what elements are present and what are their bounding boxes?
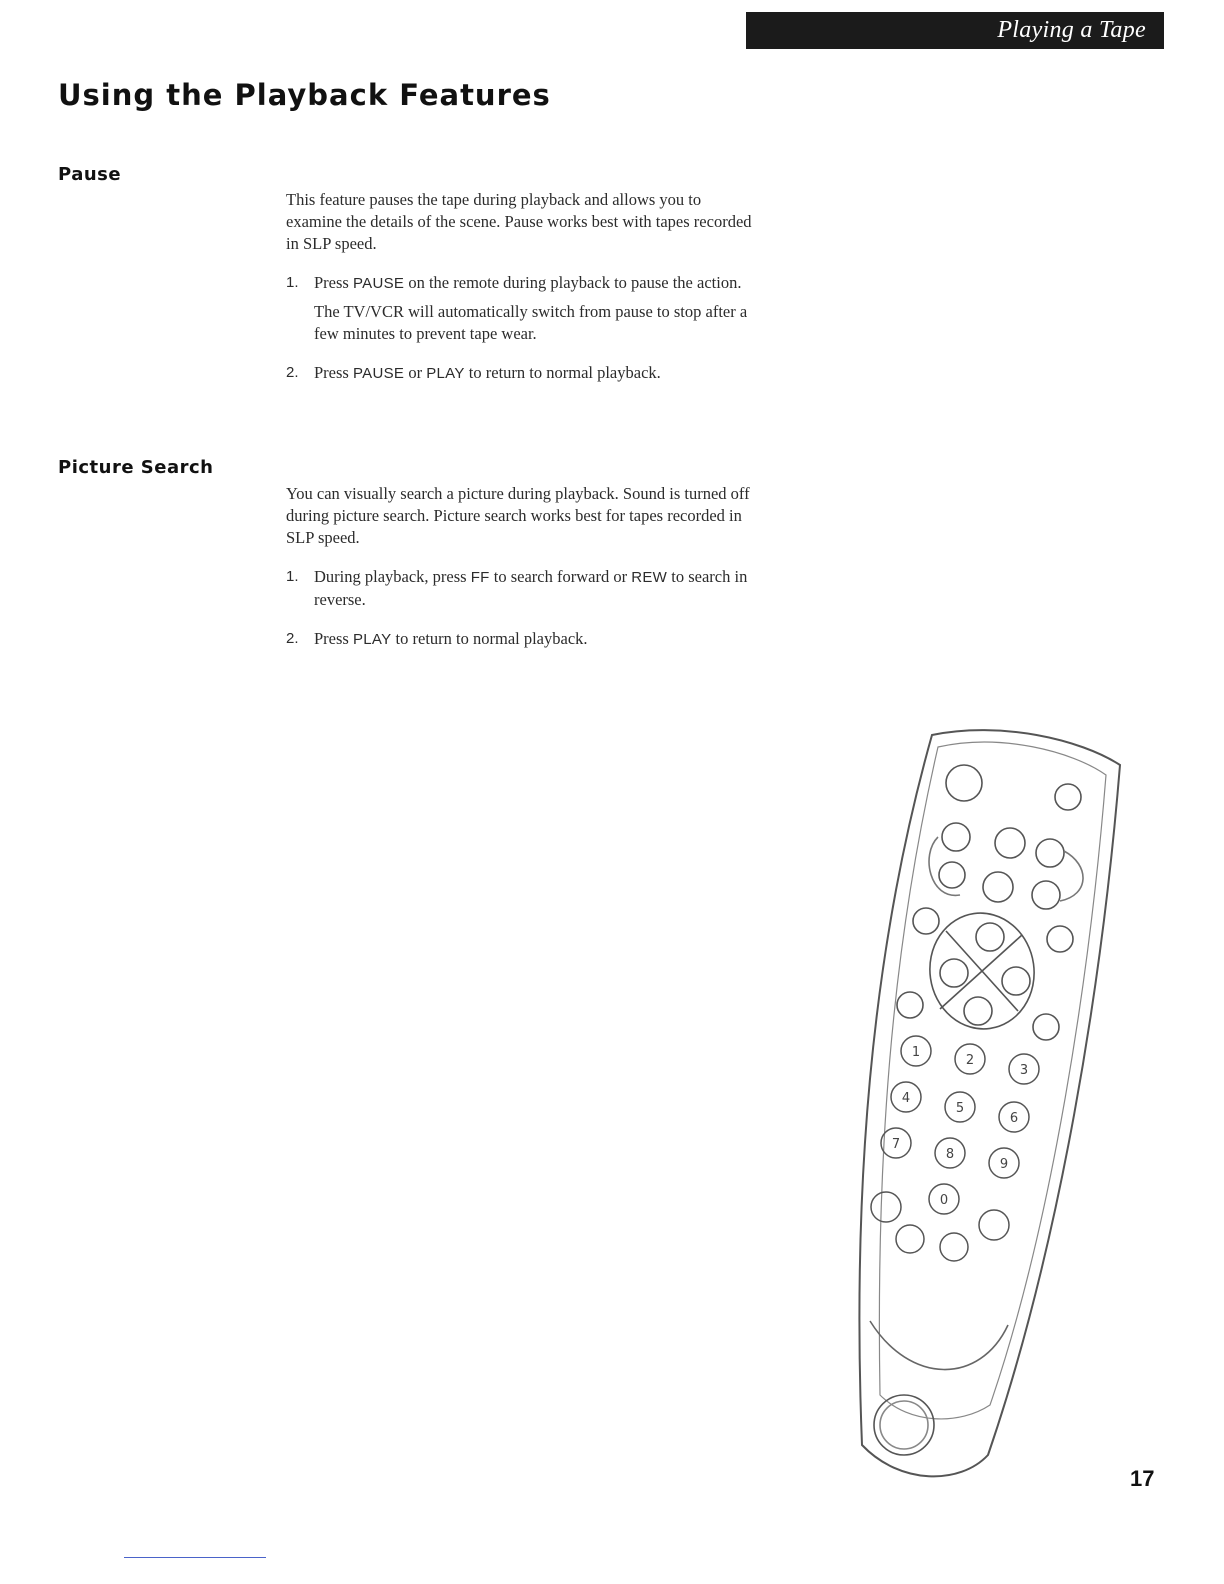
step-text: Press PAUSE or PLAY to return to normal playback. [314,363,661,382]
step-number: 2. [286,364,299,381]
page-title: Using the Playback Features [58,78,551,112]
picture-search-intro: You can visually search a picture during playback. Sound is turned off during picture search. Picture search works best for tapes recorded in SLP speed. [286,484,750,547]
remote-control-icon [840,725,1140,1485]
picture-search-step-2 [286,628,756,651]
remote-control-illustration [840,725,1140,1485]
pause-step-1 [286,272,756,295]
key-label: 0 [939,1193,949,1208]
step-text: Press PAUSE on the remote during playback to pause the action. [314,273,742,292]
picture-search-step-1 [286,566,756,611]
step-text: During playback, press FF to search forward or REW to search in reverse. [314,567,748,609]
key-label: 1 [911,1045,921,1060]
step-number: 2. [286,630,299,647]
pause-step-2 [286,362,756,385]
footer-rule [124,1557,266,1558]
section-label: Playing a Tape [997,17,1146,43]
picture-search-section-body [286,483,756,651]
key-label: 3 [1019,1063,1029,1078]
pause-section-body [286,189,756,385]
key-label: 6 [1009,1111,1019,1126]
pause-step-1-note: The TV/VCR will automatically switch from pause to stop after a few minutes to prevent tape wear. [314,302,748,343]
key-label: 7 [891,1137,901,1152]
key-label: 2 [965,1053,975,1068]
page-number: 17 [1130,1466,1155,1491]
step-number: 1. [286,568,299,585]
key-label: 5 [955,1101,965,1116]
key-label: 4 [901,1091,911,1106]
key-label: 9 [999,1157,1009,1172]
section-heading-pause: Pause [58,164,122,185]
step-number: 1. [286,274,299,291]
step-text: Press PLAY to return to normal playback. [314,629,588,648]
section-header-bar [746,12,1164,49]
pause-intro: This feature pauses the tape during playback and allows you to examine the details of the scene. Pause works best with tapes recorded in SLP speed. [286,190,752,253]
section-heading-picture-search: Picture Search [58,457,214,478]
key-label: 8 [945,1147,955,1162]
